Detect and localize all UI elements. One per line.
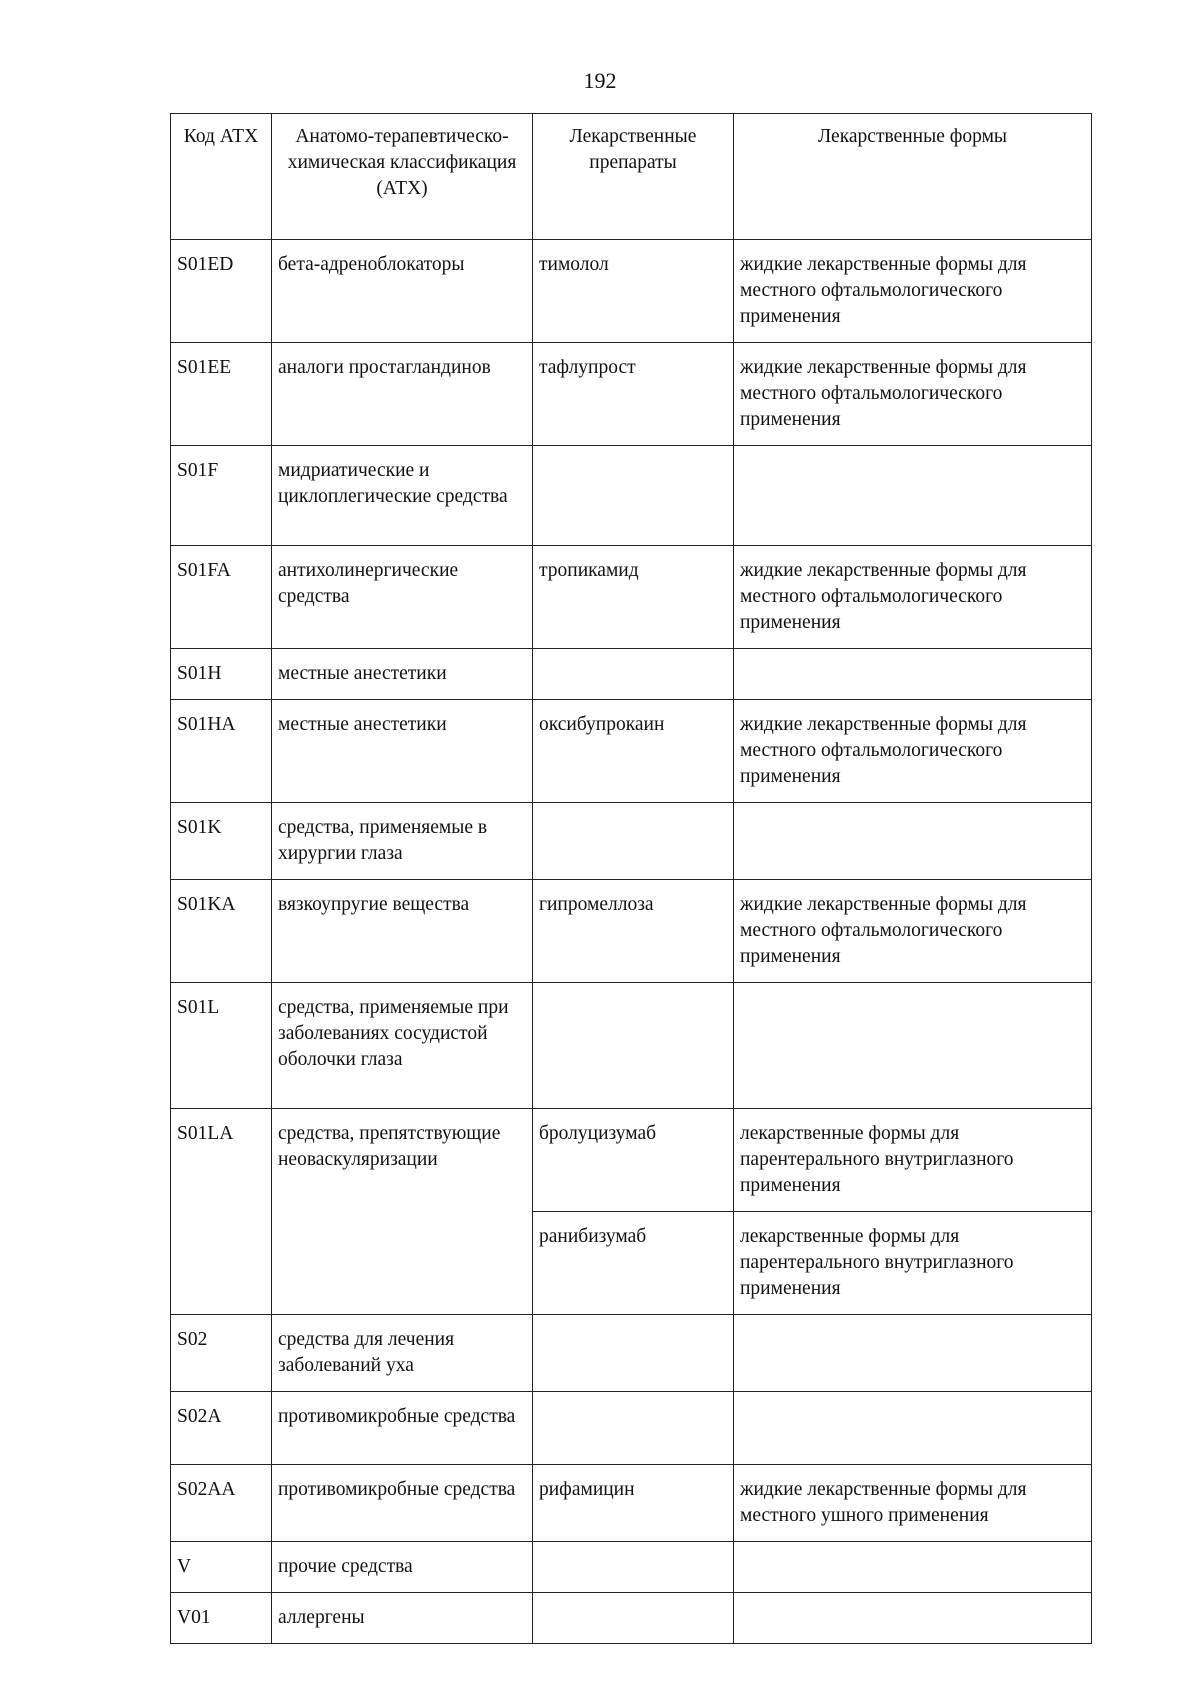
dosage-form-cell <box>734 446 1092 546</box>
header-classification: Анатомо-терапевтическо-химическая классификация (АТХ) <box>272 114 533 240</box>
dosage-form-cell <box>734 983 1092 1109</box>
atx-classification-cell: средства, применяемые в хирургии глаза <box>272 803 533 880</box>
page-number: 192 <box>583 68 617 93</box>
dosage-form-cell: жидкие лекарственные формы для местного офтальмологического применения <box>734 700 1092 803</box>
table-row <box>171 546 1092 649</box>
dosage-form-cell <box>734 803 1092 880</box>
dosage-form-cell <box>734 649 1092 700</box>
atx-classification-cell: средства, препятствующие неоваскуляризации <box>272 1109 533 1315</box>
atx-classification-cell: антихолинергические средства <box>272 546 533 649</box>
atx-classification-cell: противомикробные средства <box>272 1392 533 1465</box>
drug-name-cell: тропикамид <box>533 546 734 649</box>
atx-classification-cell: аллергены <box>272 1593 533 1644</box>
atx-classification-cell: средства, применяемые при заболеваниях сосудистой оболочки глаза <box>272 983 533 1109</box>
drug-name-cell: рифамицин <box>533 1465 734 1542</box>
atx-classification-cell: местные анестетики <box>272 700 533 803</box>
header-code: Код АТХ <box>171 114 272 240</box>
atx-classification-cell: мидриатические и циклоплегические средства <box>272 446 533 546</box>
drug-name-cell <box>533 983 734 1109</box>
drug-name-cell: бролуцизумаб <box>533 1109 734 1212</box>
table-row <box>171 1542 1092 1593</box>
dosage-form-cell <box>734 1542 1092 1593</box>
drug-name-cell <box>533 1542 734 1593</box>
atx-code-cell: V <box>171 1542 272 1593</box>
dosage-form-cell: жидкие лекарственные формы для местного ушного применения <box>734 1465 1092 1542</box>
atx-classification-cell: бета-адреноблокаторы <box>272 240 533 343</box>
atx-code-cell: S01ED <box>171 240 272 343</box>
table-row <box>171 1465 1092 1542</box>
table-row <box>171 1109 1092 1212</box>
atx-classification-cell: вязкоупругие вещества <box>272 880 533 983</box>
atx-code-cell: V01 <box>171 1593 272 1644</box>
atx-code-cell: S01KA <box>171 880 272 983</box>
dosage-form-cell: жидкие лекарственные формы для местного офтальмологического применения <box>734 343 1092 446</box>
dosage-form-cell: жидкие лекарственные формы для местного офтальмологического применения <box>734 546 1092 649</box>
drug-name-cell <box>533 1315 734 1392</box>
table-row <box>171 446 1092 546</box>
table-row <box>171 649 1092 700</box>
dosage-form-cell: лекарственные формы для парентерального внутриглазного применения <box>734 1212 1092 1315</box>
atx-classification-cell: аналоги простагландинов <box>272 343 533 446</box>
atx-classification-cell: противомикробные средства <box>272 1465 533 1542</box>
table-row <box>171 880 1092 983</box>
table-row <box>171 1392 1092 1465</box>
atx-code-cell: S01HA <box>171 700 272 803</box>
table-row <box>171 983 1092 1109</box>
atx-code-cell: S01L <box>171 983 272 1109</box>
dosage-form-cell <box>734 1315 1092 1392</box>
atx-code-cell: S02 <box>171 1315 272 1392</box>
atx-code-cell: S01F <box>171 446 272 546</box>
table-body <box>171 240 1092 1644</box>
drug-name-cell <box>533 446 734 546</box>
atx-classification-cell: средства для лечения заболеваний уха <box>272 1315 533 1392</box>
drug-name-cell: гипромеллоза <box>533 880 734 983</box>
atx-code-cell: S01K <box>171 803 272 880</box>
atx-code-cell: S02A <box>171 1392 272 1465</box>
drug-name-cell <box>533 1392 734 1465</box>
dosage-form-cell: жидкие лекарственные формы для местного офтальмологического применения <box>734 880 1092 983</box>
table-header-row <box>171 114 1092 240</box>
dosage-form-cell: жидкие лекарственные формы для местного офтальмологического применения <box>734 240 1092 343</box>
dosage-form-cell <box>734 1593 1092 1644</box>
drug-name-cell: ранибизумаб <box>533 1212 734 1315</box>
table-row <box>171 1315 1092 1392</box>
atx-drug-table <box>170 113 1092 1644</box>
drug-name-cell <box>533 803 734 880</box>
dosage-form-cell: лекарственные формы для парентерального внутриглазного применения <box>734 1109 1092 1212</box>
table-row <box>171 700 1092 803</box>
atx-code-cell: S02AA <box>171 1465 272 1542</box>
drug-name-cell <box>533 1593 734 1644</box>
drug-name-cell <box>533 649 734 700</box>
drug-name-cell: тафлупрост <box>533 343 734 446</box>
header-forms: Лекарственные формы <box>734 114 1092 240</box>
atx-classification-cell: местные анестетики <box>272 649 533 700</box>
atx-code-cell: S01FA <box>171 546 272 649</box>
atx-code-cell: S01H <box>171 649 272 700</box>
atx-classification-cell: прочие средства <box>272 1542 533 1593</box>
table-row <box>171 803 1092 880</box>
drug-name-cell: тимолол <box>533 240 734 343</box>
drug-name-cell: оксибупрокаин <box>533 700 734 803</box>
header-drugs: Лекарственные препараты <box>533 114 734 240</box>
dosage-form-cell <box>734 1392 1092 1465</box>
atx-code-cell: S01LA <box>171 1109 272 1315</box>
atx-code-cell: S01EE <box>171 343 272 446</box>
table-row <box>171 1593 1092 1644</box>
table-row <box>171 240 1092 343</box>
table-row <box>171 343 1092 446</box>
